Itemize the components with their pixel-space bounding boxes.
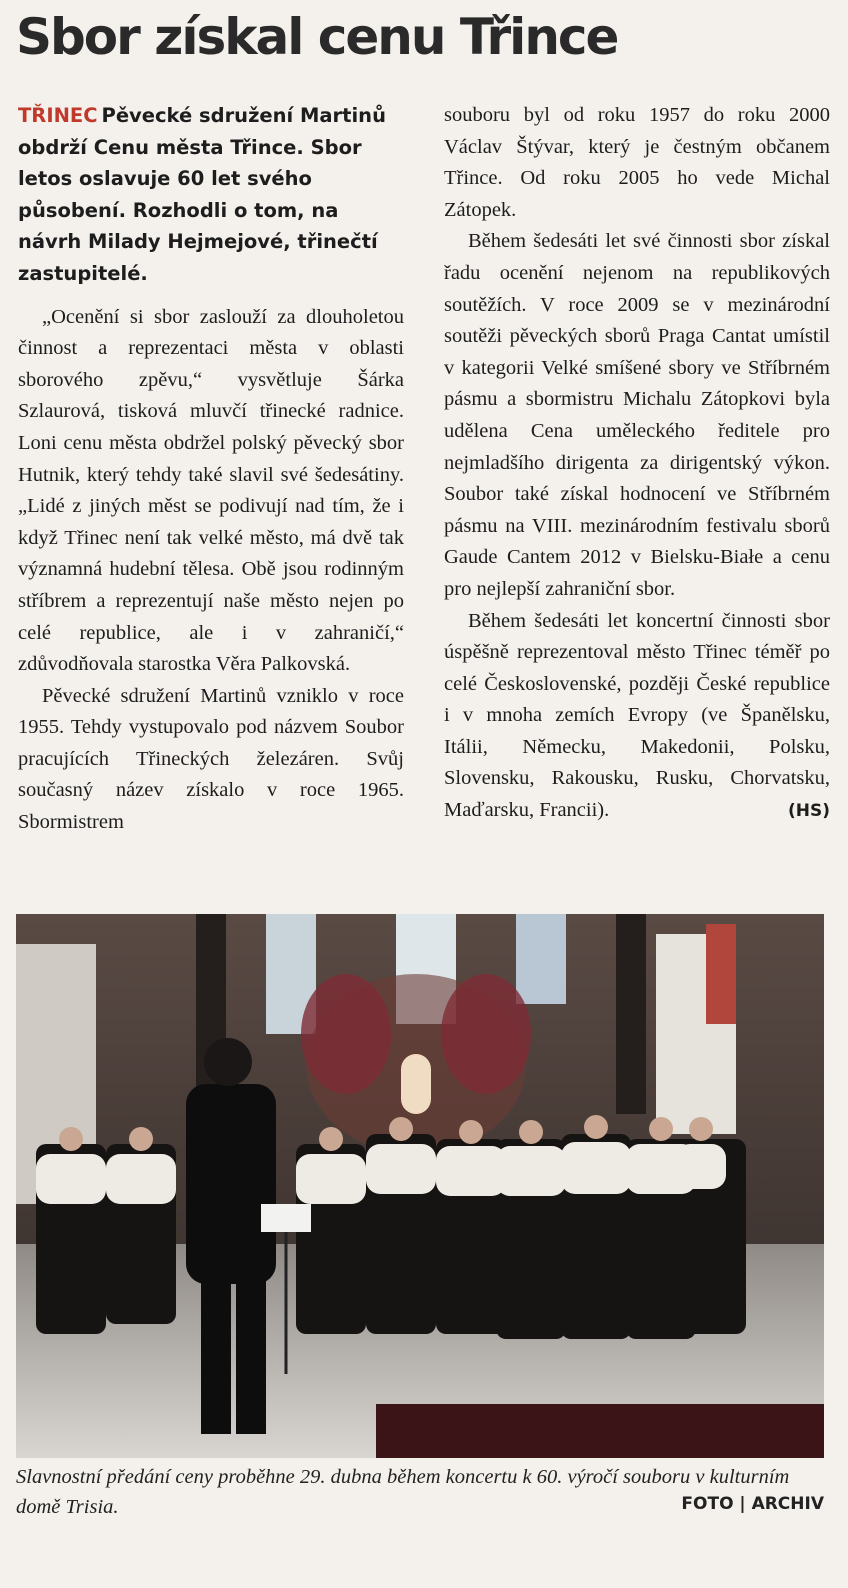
- body-paragraph: Během šedesáti let koncertní činnosti sbor úspěšně reprezentoval město Třinec téměř po celé Československé, později České republice i v mnoha zemích Evropy (ve Španělsku, Itálii, Německu, Makedonii, Polsku, Slovensku, Rakousku, Rusku, Chorvatsku, Maďarsku, Francii).: [444, 609, 830, 822]
- body-paragraph: Během šedesáti let své činnosti sbor získal řadu ocenění nejenom na republikových soutěžích. V roce 2009 se v mezinárodní soutěži pěveckých sborů Praga Cantat umístil v kategorii Velké smíšené sbory ve Stříbrném pásmu a sbormistru Michalu Zátopkovi byla udělena Cena uměleckého ředitele pro nejmladšího dirigenta za dirigentský výkon. Soubor také získal hodnocení ve Stříbrném pásmu na VIII. mezinárodním festivalu sborů Gaude Cantem 2012 v Bielsku-Białe a cenu pro nejlepší zahraniční sbor.: [444, 230, 830, 600]
- column-right: [444, 100, 830, 827]
- article-lead: [18, 100, 404, 290]
- body-paragraph: „Ocenění si sbor zaslouží za dlouholetou činnost a reprezentaci města v oblasti sborového zpěvu,“ vysvětluje Šárka Szlaurová, tisková mluvčí třinecké radnice. Loni cenu města obdržel polský pěvecký sbor Hutnik, který tehdy také slavil své šedesátiny. „Lidé z jiných měst se podivují nad tím, že i když Třinec není tak velké město, má dvě tak významná hudební tělesa. Obě jsou rodinným stříbrem a reprezentují naše město nejen po celé republice, ale i v zahraničí,“ zdůvodňovala starostka Věra Palkovská.: [18, 305, 404, 676]
- column-left: [18, 100, 404, 839]
- dateline-place: TŘINEC: [18, 104, 98, 127]
- photo-credit: FOTO | ARCHIV: [681, 1494, 824, 1514]
- article-headline: Sbor získal cenu Třince: [16, 8, 618, 66]
- author-signature: (HS): [787, 800, 830, 821]
- choir-photo-illustration: [16, 914, 824, 1458]
- body-paragraph: souboru byl od roku 1957 do roku 2000 Václav Štývar, který je čestným občanem Třince. Od roku 2005 ho vede Michal Zátopek.: [444, 104, 830, 221]
- body-paragraph: Pěvecké sdružení Martinů vzniklo v roce 1955. Tehdy vystupovalo pod názvem Soubor pracujících Třineckých železáren. Svůj současný název získalo v roce 1965. Sbormistrem: [18, 684, 404, 834]
- choir-photo: [16, 914, 824, 1458]
- lead-text: Pěvecké sdružení Martinů obdrží Cenu města Třince. Sbor letos oslavuje 60 let svého působení. Rozhodli o tom, na návrh Milady Hejmejové, třinečtí zastupitelé.: [18, 104, 386, 285]
- photo-caption: Slavnostní předání ceny proběhne 29. dubna během koncertu k 60. výročí souboru v kulturním domě Trisia.: [16, 1466, 790, 1518]
